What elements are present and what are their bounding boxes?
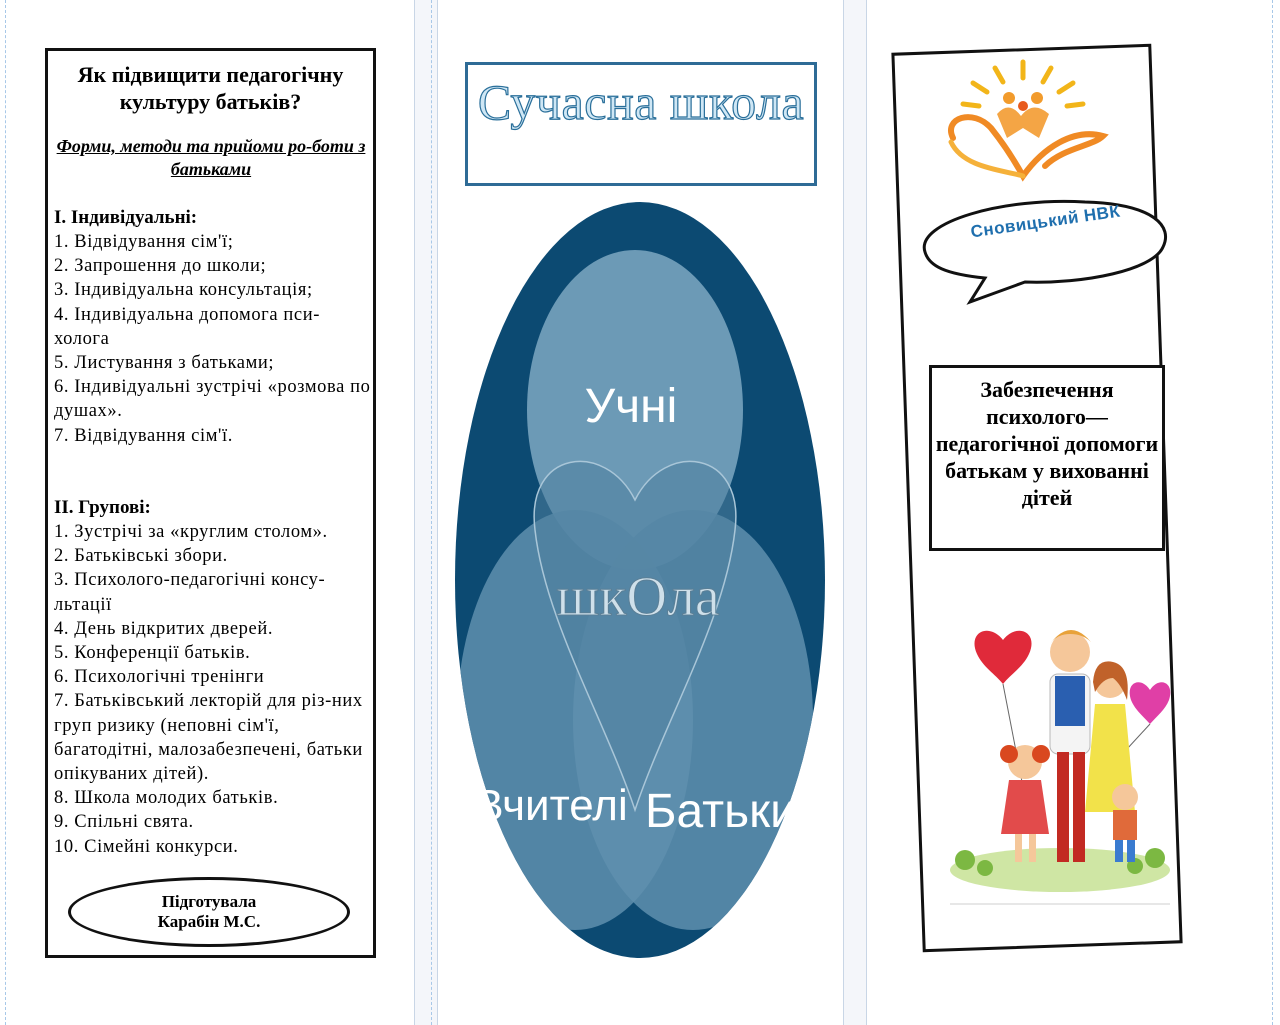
prepared-by-author: Карабін М.С. [157,912,261,931]
school-name: Сновицький НВК [969,201,1122,242]
list-item: 1. Зустрічі за «круглим столом». [54,522,328,542]
group-list [54,520,372,859]
page-guide [431,0,432,1025]
pink-heart-balloon-icon [1130,682,1171,724]
list-item: 5. Листування з батьками; [54,353,275,374]
page-guide-left [5,0,6,1025]
list-item: 6. Індивідуальні зустрічі «розмова по душах». [54,377,371,422]
diagram-label-students: Учні [584,380,678,433]
left-panel-subtitle: Форми, методи та прийоми ро-боти з батьками [56,136,366,179]
list-item: 4. День відкритих дверей. [54,618,274,639]
list-item: 5. Конференції батьків. [54,643,251,664]
family-hand-logo [933,58,1113,183]
prepared-by-label: Підготувала [161,892,257,911]
list-item: 6. Психологічні тренінги [54,667,265,688]
boy-figure-icon [1112,784,1138,862]
list-item: 3. Індивідуальна консультація; [54,280,313,301]
list-item: 9. Спільні свята. [54,812,194,833]
family-illustration [945,612,1175,912]
individual-heading: І. Індивідуальні: [54,207,198,228]
title-box [465,62,817,186]
left-panel-title: Як підвищити педагогічну культуру батьків? [77,62,344,114]
support-title-box [929,365,1165,551]
family-figures-icon [997,92,1049,138]
list-item: 3. Психолого-педагогічні консу-льтації [54,570,326,615]
individual-list [54,230,372,448]
fold-separator-right [843,0,867,1025]
list-item: 8. Школа молодих батьків. [54,788,279,809]
diagram-label-parents: Батьки [645,785,797,838]
support-title: Забезпечення психолого— педагогічної допомоги батькам у вихованні дітей [935,377,1159,510]
list-item: 7. Відвідування сім'ї. [54,425,233,446]
diagram-label-teachers: Вчителі [474,781,628,830]
fold-separator-left [414,0,438,1025]
brochure-title: Сучасна школа [477,74,805,130]
list-item: 2. Батьківські збори. [54,546,228,567]
page-guide-right [1272,0,1273,1025]
list-item: 4. Індивідуальна допомога пси-холога [54,304,320,349]
list-item: 7. Батьківський лекторій для різ-них груп ризику (неповні сім'ї, багатодітні, малозабезпечені, батьки опікуваних дітей). [54,691,363,785]
list-item: 2. Запрошення до школи; [54,256,267,277]
prepared-by-oval [68,877,350,947]
girl-figure-icon [1000,745,1050,862]
red-heart-balloon-icon [974,631,1031,684]
list-item: 1. Відвідування сім'ї; [54,232,234,252]
list-item: 10. Сімейні конкурси. [54,836,239,857]
father-figure-icon [1050,630,1091,862]
sun-rays-icon [963,62,1083,106]
diagram-label-school: шкОла [556,566,720,628]
school-venn-diagram [455,200,825,960]
group-heading: ІІ. Групові: [54,497,151,518]
parent-culture-panel [45,48,376,958]
